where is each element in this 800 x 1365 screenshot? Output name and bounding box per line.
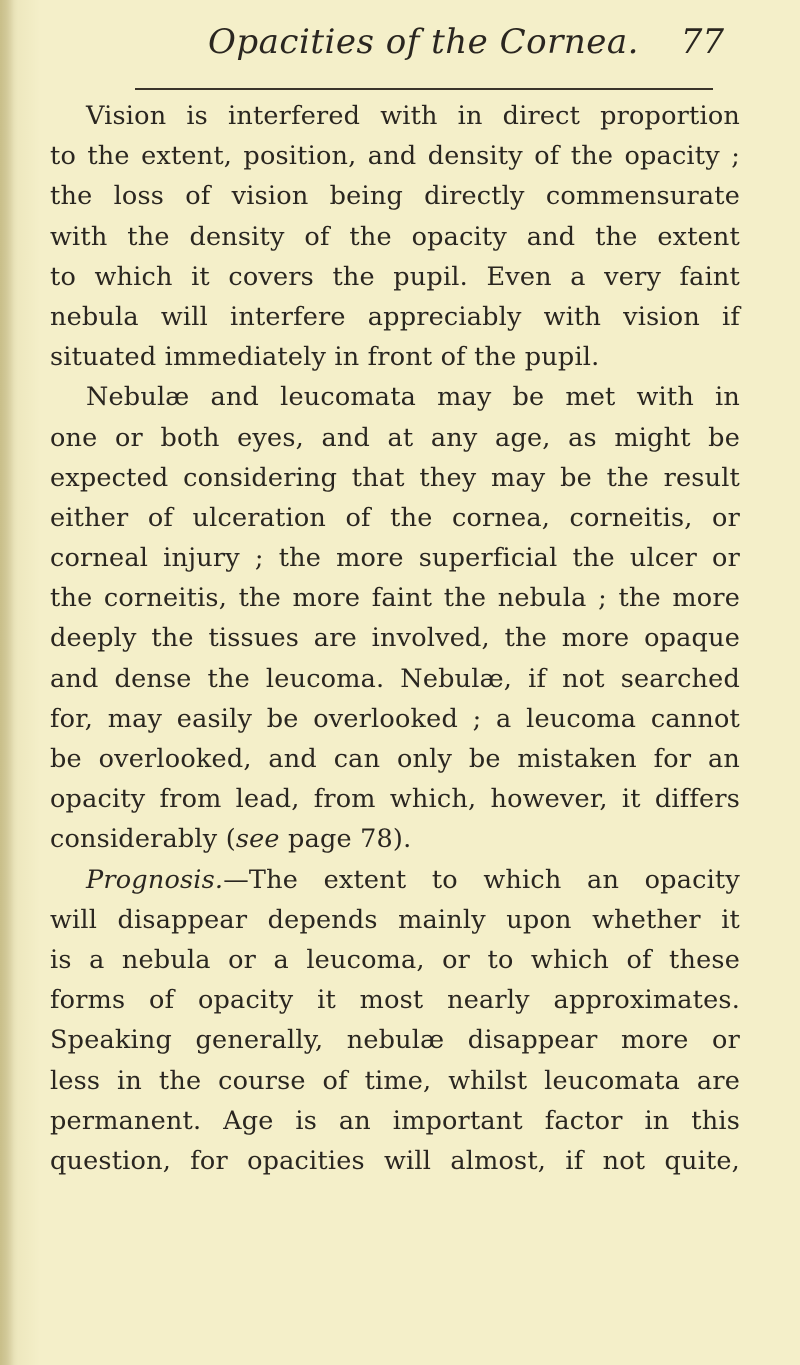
text-line: to the extent, position, and density of the opacity ; bbox=[50, 141, 740, 172]
text-line: permanent. Age is an important factor in this bbox=[50, 1105, 740, 1136]
page-binding-edge bbox=[0, 0, 14, 1365]
text-line: deeply the tissues are involved, the more opaque bbox=[50, 623, 740, 654]
text-line: with the density of the opacity and the extent bbox=[50, 221, 740, 252]
running-title: Opacities of the Cornea. bbox=[208, 22, 639, 62]
body-text bbox=[50, 96, 740, 1181]
text-line-prognosis bbox=[50, 860, 740, 900]
text-line: the loss of vision being directly commensurate bbox=[50, 181, 740, 212]
page-number: 77 bbox=[680, 22, 724, 62]
text-line: the corneitis, the more faint the nebula ; the more bbox=[50, 583, 740, 614]
text-line: to which it covers the pupil. Even a very faint bbox=[50, 261, 740, 292]
see-before: considerably ( bbox=[50, 824, 236, 855]
text-line: less in the course of time, whilst leucomata are bbox=[50, 1065, 740, 1096]
text-line: corneal injury ; the more superficial the ulcer or bbox=[50, 543, 740, 574]
text-line-see-reference bbox=[50, 819, 740, 859]
prognosis-heading: Prognosis. bbox=[86, 864, 224, 895]
see-italic: see bbox=[235, 824, 280, 855]
text-line: will disappear depends mainly upon whether it bbox=[50, 904, 740, 935]
text-line: nebula will interfere appreciably with vision if bbox=[50, 301, 740, 332]
text-line: is a nebula or a leucoma, or to which of these bbox=[50, 944, 740, 975]
text-line: forms of opacity it most nearly approximates. bbox=[50, 985, 740, 1016]
text-line: one or both eyes, and at any age, as might be bbox=[50, 422, 740, 453]
text-line: Vision is interfered with in direct proportion bbox=[86, 101, 740, 131]
text-line: Nebulæ and leucomata may be met with in bbox=[86, 382, 740, 413]
text-line: expected considering that they may be the result bbox=[50, 462, 740, 493]
see-after: page 78). bbox=[279, 824, 412, 855]
text-line: Speaking generally, nebulæ disappear more or bbox=[50, 1025, 740, 1056]
text-line: opacity from lead, from which, however, it differs bbox=[50, 784, 740, 815]
text-line: be overlooked, and can only be mistaken for an bbox=[50, 744, 740, 774]
text-line: for, may easily be overlooked ; a leucoma cannot bbox=[50, 703, 740, 734]
text-line: and dense the leucoma. Nebulæ, if not searched bbox=[50, 663, 740, 694]
text-line: situated immediately in front of the pupil. bbox=[50, 342, 600, 373]
running-head bbox=[60, 22, 740, 72]
header-rule bbox=[135, 88, 713, 90]
text-line: either of ulceration of the cornea, corneitis, or bbox=[50, 502, 740, 533]
text-line: question, for opacities will almost, if not quite, bbox=[50, 1145, 740, 1176]
prognosis-after: —The extent to which an opacity bbox=[223, 864, 740, 895]
